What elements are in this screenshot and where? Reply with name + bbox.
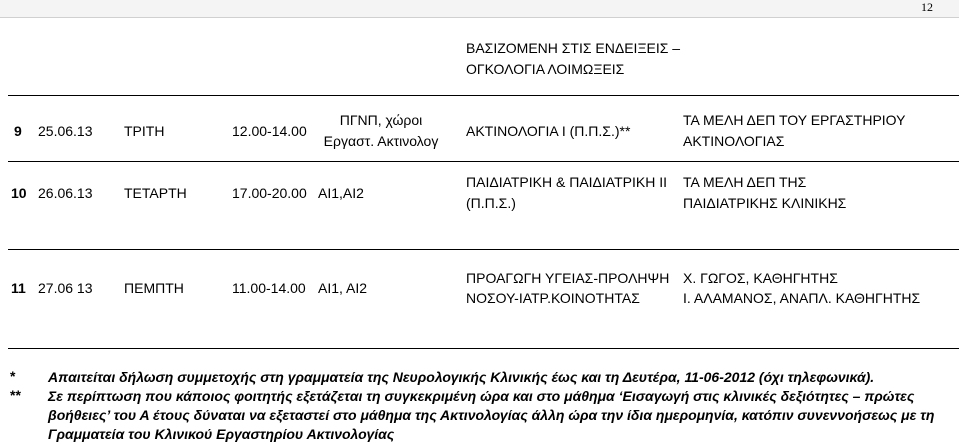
- row-divider: [8, 249, 959, 250]
- row-divider: [8, 95, 959, 96]
- exam-room: ΑΙ1,ΑΙ2: [318, 185, 364, 201]
- exam-day: ΤΕΤΑΡΤΗ: [124, 185, 187, 201]
- page-header-bar: [0, 0, 959, 17]
- row-number: 10: [11, 185, 27, 201]
- exam-room: ΑΙ1, ΑΙ2: [318, 280, 368, 296]
- course-name-line2: (Π.Π.Σ.): [466, 195, 516, 211]
- exam-day: ΠΕΜΠΤΗ: [124, 280, 184, 296]
- footnote-text-line1: Σε περίπτωση που κάποιος φοιτητής εξετάζεται τη συγκεκριμένη ώρα και στο μάθημα ‘Εισαγωγή στις κλινικές δεξιότητες – πρώτες: [48, 388, 915, 404]
- exam-room-line2: Εργαστ. Ακτινολογ: [323, 133, 439, 149]
- row-number: 11: [11, 280, 26, 296]
- exam-date: 27.06 13: [38, 280, 93, 296]
- course-name-line2: ΝΟΣΟΥ-ΙΑΤΡ.ΚΟΙΝΟΤΗΤΑΣ: [466, 290, 640, 306]
- exam-day: ΤΡΙΤΗ: [124, 123, 165, 139]
- footnote-mark: **: [10, 387, 21, 403]
- prev-course-line1: ΒΑΣΙΖΟΜΕΝΗ ΣΤΙΣ ΕΝΔΕΙΞΕΙΣ –: [466, 40, 681, 56]
- header-divider: [0, 17, 959, 18]
- exam-time: 17.00-20.00: [232, 185, 307, 201]
- exam-time: 11.00-14.00: [232, 280, 306, 296]
- course-name-line1: ΠΡΟΑΓΩΓΗ ΥΓΕΙΑΣ-ΠΡΟΛΗΨΗ: [466, 270, 670, 286]
- row-number: 9: [14, 123, 22, 139]
- footnote-text: Απαιτείται δήλωση συμμετοχής στη γραμματεία της Νευρολογικής Κλινικής έως και τη Δευτέρα, 11-06-2012 (όχι τηλεφωνικά).: [48, 369, 875, 385]
- exam-time: 12.00-14.00: [232, 123, 307, 139]
- examiner-line1: Χ. ΓΩΓΟΣ, ΚΑΘΗΓΗΤΗΣ: [683, 270, 838, 286]
- footnote-text-line3: Γραμματεία του Κλινικού Εργαστηρίου Ακτινολογίας: [48, 426, 395, 442]
- examiner-line2: Ι. ΑΛΑΜΑΝΟΣ, ΑΝΑΠΛ. ΚΑΘΗΓΗΤΗΣ: [683, 290, 921, 306]
- exam-date: 25.06.13: [38, 123, 93, 139]
- examiner-line2: ΑΚΤΙΝΟΛΟΓΙΑΣ: [683, 133, 785, 149]
- footnote-mark: *: [10, 368, 16, 384]
- course-name-line1: ΠΑΙΔΙΑΤΡΙΚΗ & ΠΑΙΔΙΑΤΡΙΚΗ ΙΙ: [466, 174, 667, 190]
- row-divider: [8, 348, 959, 349]
- page-number: 12: [921, 0, 933, 14]
- examiner-line1: ΤΑ ΜΕΛΗ ΔΕΠ ΤΟΥ ΕΡΓΑΣΤΗΡΙΟΥ: [683, 112, 906, 128]
- examiner-line1: ΤΑ ΜΕΛΗ ΔΕΠ ΤΗΣ: [683, 174, 807, 190]
- examiner-line2: ΠΑΙΔΙΑΤΡΙΚΗΣ ΚΛΙΝΙΚΗΣ: [683, 195, 847, 211]
- exam-date: 26.06.13: [38, 185, 93, 201]
- prev-course-line2: ΟΓΚΟΛΟΓΙΑ ΛΟΙΜΩΞΕΙΣ: [466, 61, 625, 77]
- course-name: ΑΚΤΙΝΟΛΟΓΙΑ Ι (Π.Π.Σ.)**: [466, 123, 631, 139]
- row-divider: [8, 161, 959, 162]
- footnote-text-line2: βοήθειες’ του Α έτους δύναται να εξεταστεί στο μάθημα της Ακτινολογίας άλλη ώρα την ίδια ημερομηνία, κατόπιν συνεννοήσεως με τη: [48, 407, 935, 423]
- exam-room-line1: ΠΓΝΠ, χώροι: [339, 112, 423, 128]
